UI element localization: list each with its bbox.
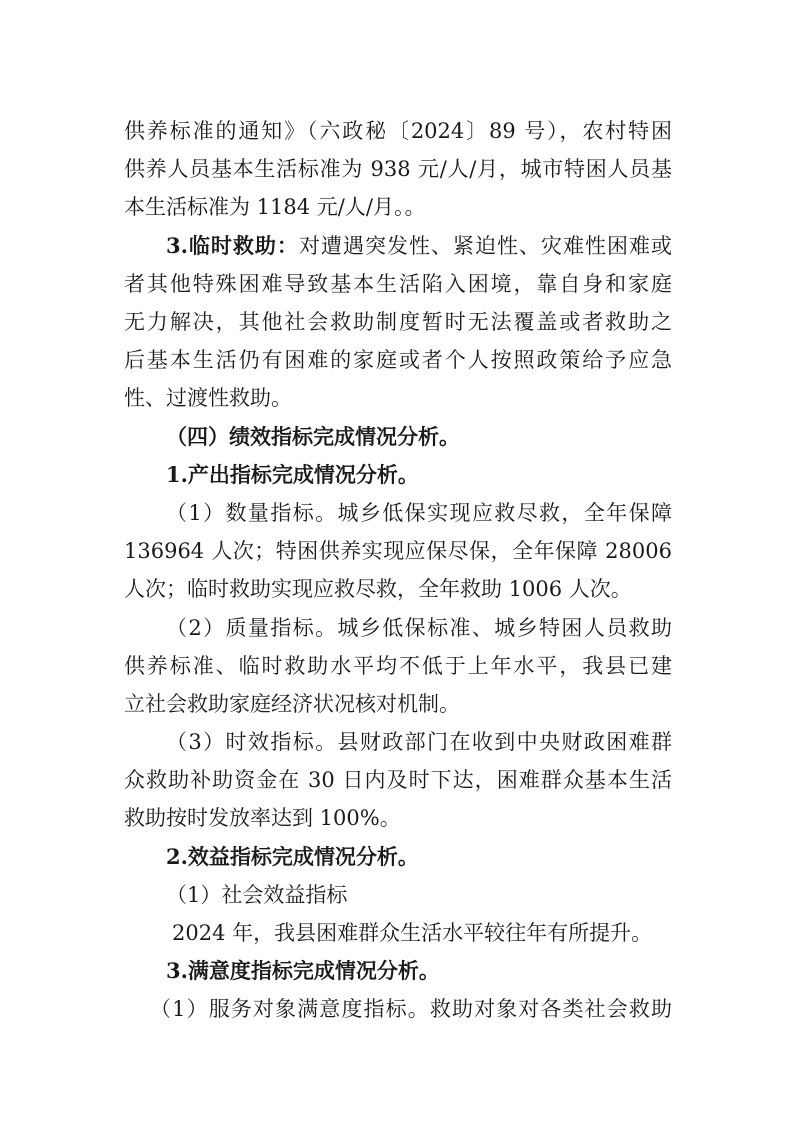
- heading-text: 1.产出指标完成情况分析。: [166, 462, 419, 487]
- body-text-line: [166, 725, 672, 759]
- line-text: （1）数量指标。城乡低保实现应救尽救，全年保障: [166, 501, 672, 525]
- line-text: 对遭遇突发性、紧迫性、灾难性困难或: [298, 234, 672, 258]
- temporary-assistance-paragraph-start: [166, 229, 672, 263]
- subsection-heading: [166, 840, 672, 874]
- body-text-line: [166, 878, 672, 912]
- line-text: （2）质量指标。城乡低保标准、城乡特困人员救助: [166, 616, 672, 640]
- heading-text: 3.满意度指标完成情况分析。: [166, 958, 440, 983]
- line-text: 供养标准、临时救助水平均不低于上年水平，我县已建: [124, 654, 672, 678]
- body-text-line: [172, 916, 672, 950]
- body-text-line: [124, 343, 672, 377]
- section-heading: [166, 420, 672, 454]
- line-text: 2024 年，我县困难群众生活水平较往年有所提升。: [172, 921, 653, 945]
- body-text-line: [124, 190, 672, 224]
- body-text-line: [124, 267, 672, 301]
- line-text: （3）时效指标。县财政部门在收到中央财政困难群: [166, 730, 672, 754]
- body-text-line: [166, 611, 672, 645]
- subsection-heading: [166, 458, 672, 492]
- heading-text: 2.效益指标完成情况分析。: [166, 844, 419, 869]
- line-text: （1）服务对象满意度指标。救助对象对各类社会救助: [150, 997, 672, 1021]
- body-text-line: [124, 801, 672, 835]
- line-text: 供养标准的通知》（六政秘〔2024〕89 号），农村特困: [124, 119, 672, 143]
- line-text: 无力解决，其他社会救助制度暂时无法覆盖或者救助之: [124, 310, 672, 334]
- body-text-line: [124, 534, 672, 568]
- line-text: 者其他特殊困难导致基本生活陷入困境，靠自身和家庭: [124, 272, 672, 296]
- line-text: （1）社会效益指标: [166, 883, 348, 907]
- line-text: 立社会救助家庭经济状况核对机制。: [124, 692, 460, 716]
- body-text-line: [124, 305, 672, 339]
- body-text-line: [124, 152, 672, 186]
- body-text-line: [124, 687, 672, 721]
- line-text: 后基本生活仍有困难的家庭或者个人按照政策给予应急: [124, 348, 672, 372]
- body-text-line: [150, 992, 672, 1026]
- line-text: 人次；临时救助实现应救尽救，全年救助 1006 人次。: [124, 577, 632, 601]
- line-text: 供养人员基本生活标准为 938 元/人/月，城市特困人员基: [124, 157, 672, 181]
- line-text: 救助按时发放率达到 100%。: [124, 806, 401, 830]
- line-text: 众救助补助资金在 30 日内及时下达，困难群众基本生活: [124, 768, 672, 792]
- body-text-line: [124, 649, 672, 683]
- heading-text: （四）绩效指标完成情况分析。: [166, 424, 460, 449]
- body-text-line: [124, 381, 672, 415]
- body-text-line: [124, 572, 672, 606]
- line-text: 性、过渡性救助。: [124, 386, 292, 410]
- body-text-line: [124, 763, 672, 797]
- body-text-line: [166, 496, 672, 530]
- subsection-heading: [166, 954, 672, 988]
- body-text-line: [124, 114, 672, 148]
- line-text: 本生活标准为 1184 元/人/月。。: [124, 195, 426, 219]
- section-heading-inline: 3.临时救助：: [166, 233, 299, 258]
- line-text: 136964 人次；特困供养实现应保尽保，全年保障 28006: [124, 539, 672, 563]
